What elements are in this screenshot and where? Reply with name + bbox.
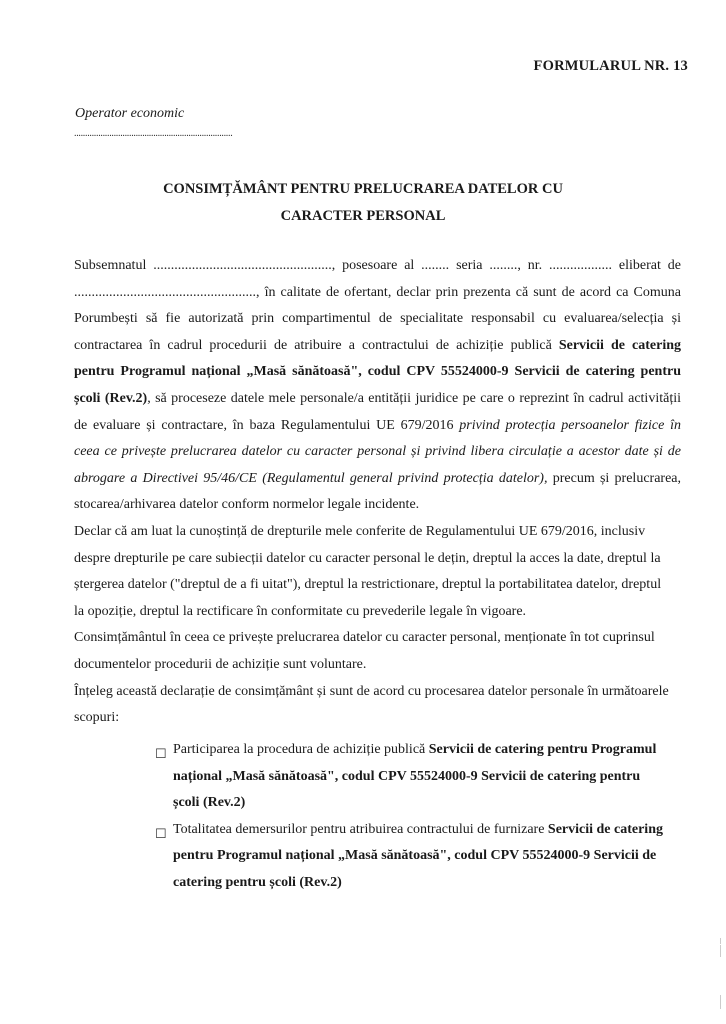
voluntary-paragraph: [74, 625, 681, 678]
p2-line: despre drepturile pe care subiecții datelor cu caracter personal le dețin, dreptul la acces la date, dreptul la: [74, 550, 661, 566]
checkbox-icon[interactable]: ☐: [155, 825, 167, 841]
purpose-item: [155, 737, 685, 817]
p1-line: [74, 359, 681, 386]
p2-line: ștergerea datelor ("dreptul de a fi uitat"), dreptul la restrictionare, dreptul la portabilitatea datelor, dreptul: [74, 577, 662, 593]
p1-italic: abrogare a Directivei 95/46/CE (Regulamentul general privind protecția datelor),: [74, 470, 548, 486]
purpose-bold: Servicii de catering pentru Programul: [428, 742, 657, 757]
form-number: FORMULARUL NR. 13: [533, 58, 688, 74]
p1-line: [74, 439, 681, 466]
purpose-line: [173, 870, 685, 897]
purpose-line: [173, 737, 685, 764]
purpose-item: [155, 817, 685, 897]
p1-text: contractarea în cadrul procedurii de atribuire a contractului de achiziție publică: [74, 337, 559, 353]
operator-label: Operator economic: [75, 106, 185, 121]
p1-line: [74, 413, 681, 440]
purpose-bold: național „Masă sănătoasă", codul CPV 55524000-9 Servicii de catering pentru: [173, 768, 641, 784]
document-title: [0, 176, 726, 230]
scan-artifact: [720, 945, 721, 957]
purpose-bold: pentru Programul național „Masă sănătoasă", codul CPV 55524000-9 Servicii de: [173, 848, 657, 864]
p4-line: scopuri:: [74, 710, 120, 726]
p1-line: Porumbești să fie autorizată prin compartimentul de specialitate responsabil cu evaluarea/selecția și: [74, 311, 681, 327]
scan-artifact: [720, 938, 721, 944]
p1-bold: Servicii de catering: [558, 337, 681, 353]
p3-line: documentelor procedurii de achiziție sunt voluntare.: [74, 656, 367, 672]
p3-line: Consimțământul în ceea ce privește prelucrarea datelor cu caracter personal, menționate în tot cuprinsul: [74, 630, 655, 646]
purpose-bold: Servicii de catering: [547, 821, 663, 837]
p1-bold: pentru Programul național „Masă sănătoasă", codul CPV 55524000-9 Servicii de catering pentru: [74, 364, 681, 380]
p2-line: la opoziție, dreptul la rectificare în conformitate cu prevederile legale în vigoare.: [74, 603, 527, 619]
document-body: [74, 253, 681, 732]
purpose-text: Totalitatea demersurilor pentru atribuirea contractului de furnizare: [173, 821, 548, 837]
purpose-line: [173, 817, 685, 844]
p1-italic: ceea ce privește prelucrarea datelor cu caracter personal și privind libera circulație a acestor date și de: [74, 444, 681, 460]
p1-line: Subsemnatul ..................................................., posesoare al ........ seria ........, nr. .................. eliberat de: [74, 258, 681, 273]
purpose-bold: catering pentru școli (Rev.2): [173, 874, 342, 890]
p1-bold: școli (Rev.2): [74, 390, 148, 406]
p1-text: , să proceseze datele mele personale/a entității juridice pe care o reprezint în cadrul activității: [147, 390, 681, 406]
p1-text: precum și prelucrarea,: [547, 470, 682, 486]
p1-line: stocarea/arhivarea datelor conform normelor legale incidente.: [74, 497, 420, 513]
purpose-text: Participarea la procedura de achiziție publică: [173, 742, 429, 757]
p1-line: [74, 333, 681, 360]
purpose-line: [173, 790, 685, 817]
checkbox-icon[interactable]: ☐: [155, 746, 167, 761]
p2-line: Declar că am luat la cunoștință de drepturile mele conferite de Regulamentului UE 679/2016, inclusiv: [74, 523, 646, 539]
scan-artifact: [720, 995, 721, 1009]
rights-paragraph: [74, 519, 681, 625]
p1-italic: privind protecția persoanelor fizice în: [459, 417, 681, 433]
title-line-1: CONSIMȚĂMÂNT PENTRU PRELUCRAREA DATELOR CU: [163, 181, 563, 197]
p1-line: ...................................................., în calitate de ofertant, declar prin prezenta că sunt de acord ca Comuna: [74, 284, 681, 300]
purpose-bold: școli (Rev.2): [173, 795, 246, 811]
purpose-line: [173, 764, 685, 791]
title-line-2: CARACTER PERSONAL: [280, 208, 446, 224]
p1-line: [74, 466, 681, 493]
purpose-line: [173, 843, 685, 870]
p1-line: [74, 386, 681, 413]
purposes-list: [155, 737, 685, 897]
operator-fill-line: ........................................................................: [74, 128, 233, 139]
purposes-intro-paragraph: [74, 679, 681, 732]
p1-text: de evaluare și contractare, în baza Regulamentului UE 679/2016: [74, 417, 460, 433]
p4-line: Înțeleg această declarație de consimțământ și sunt de acord cu procesarea datelor personale în următoarele: [74, 683, 669, 699]
consent-paragraph: [74, 253, 681, 519]
